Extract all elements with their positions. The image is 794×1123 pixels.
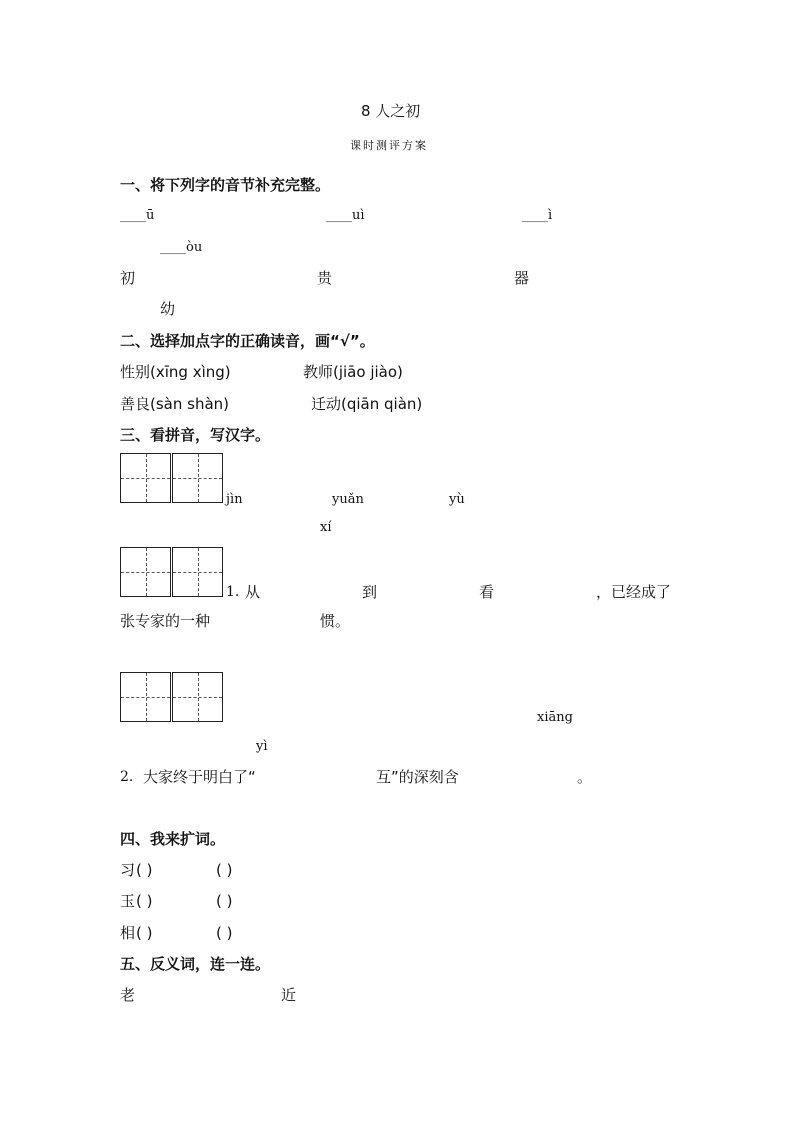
writing-grid [120,547,223,597]
sentence-text: ，已经成了 [596,583,672,601]
pinyin-blank: ____uì [326,208,365,223]
sentence-text: 。 [577,768,593,786]
pinyin-label: yuǎn [332,492,364,507]
section-heading-5: 五、反义词，连一连。 [120,955,271,973]
sentence-text: 从 [245,583,261,601]
page-title: 8 人之初 [361,102,421,120]
section-heading-4: 四、我来扩词。 [120,830,226,848]
character: 器 [514,269,530,287]
expand-char: 习 [120,861,136,879]
character: 初 [120,269,136,287]
character: 幼 [160,300,176,318]
pinyin-label: xí [320,520,332,535]
character: 贵 [317,269,333,287]
pinyin-label: yù [449,492,465,507]
blank-paren: ( ) [216,924,233,942]
sentence-text: 看 [479,583,495,601]
expand-char: 相 [120,924,136,942]
sentence-number: 2. [120,769,134,785]
sentence-text: 互”的深刻含 [376,768,459,786]
blank-paren: ( ) [216,892,233,910]
pinyin-label: jìn [226,492,243,507]
sentence-text: 到 [362,583,378,601]
reading-choice: 性别(xīng xìng) [120,363,231,381]
sentence-text: 张专家的一种 [120,612,211,630]
antonym-word: 近 [281,986,297,1004]
sentence-text: 惯。 [320,612,351,630]
reading-choice: 教师(jiāo jiào) [303,363,403,381]
reading-choice: 善良(sàn shàn) [120,395,230,413]
writing-grid [120,672,223,722]
pinyin-blank: ____òu [160,240,203,255]
sentence-text: 大家终于明白了“ [143,768,256,786]
page-subtitle: 课时测评方案 [350,139,428,152]
sentence-number: 1. [226,584,240,600]
writing-grid [120,453,223,503]
section-heading-2: 二、选择加点字的正确读音，画“√”。 [120,332,375,350]
pinyin-label: yì [256,739,268,754]
blank-paren: ( ) [136,924,153,942]
section-heading-1: 一、将下列字的音节补充完整。 [120,176,331,194]
pinyin-blank: ____ì [522,208,553,223]
blank-paren: ( ) [136,861,153,879]
reading-choice: 迁动(qiān qiàn) [311,395,423,413]
pinyin-blank: ____ū [120,208,155,223]
antonym-word: 老 [120,986,136,1004]
blank-paren: ( ) [136,892,153,910]
blank-paren: ( ) [216,861,233,879]
section-heading-3: 三、看拼音，写汉字。 [120,426,271,444]
pinyin-label: xiāng [537,710,573,725]
expand-char: 玉 [120,892,136,910]
